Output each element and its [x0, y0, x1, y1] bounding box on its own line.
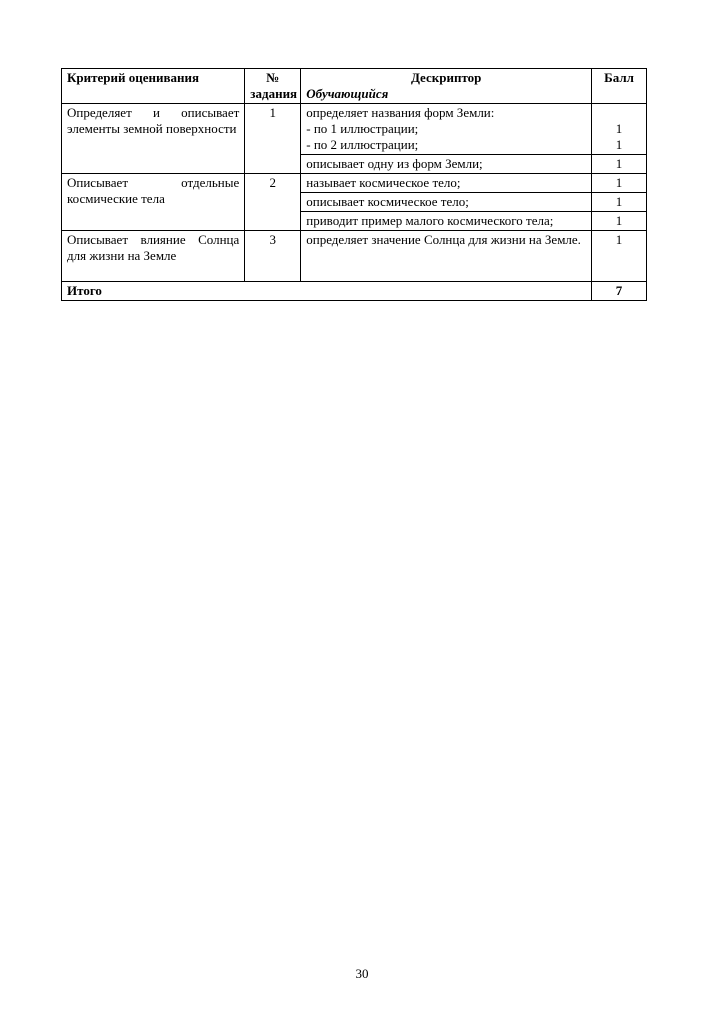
score-cell: 1 — [592, 155, 647, 174]
criterion-cell: Описывает влияние Солнца для жизни на Земле — [62, 231, 245, 282]
task-number-cell: 1 — [245, 104, 301, 174]
score-line — [597, 105, 641, 121]
table-row — [62, 174, 647, 193]
total-label: Итого — [62, 282, 592, 301]
score-cell: 1 — [592, 193, 647, 212]
total-row — [62, 282, 647, 301]
header-task-number-line2: задания — [250, 86, 298, 101]
descriptor-cell: описывает одну из форм Земли; — [301, 155, 592, 174]
descriptor-line: - по 1 иллюстрации; — [306, 121, 419, 136]
header-descriptor-title: Дескриптор — [410, 70, 482, 85]
total-value: 7 — [592, 282, 647, 301]
score-cell — [592, 104, 647, 155]
header-score: Балл — [592, 69, 647, 104]
header-task-number — [245, 69, 301, 104]
descriptor-line: определяет названия форм Земли: — [306, 105, 495, 120]
score-cell: 1 — [592, 174, 647, 193]
table-row — [62, 231, 647, 282]
descriptor-cell — [301, 104, 592, 155]
criterion-cell: Описывает отдельные космические тела — [62, 174, 245, 231]
descriptor-cell: приводит пример малого космического тела; — [301, 212, 592, 231]
page-number: 30 — [355, 966, 369, 981]
criterion-cell: Определяет и описывает элементы земной поверхности — [62, 104, 245, 174]
assessment-rubric-table — [61, 68, 647, 301]
score-line: 1 — [615, 137, 623, 152]
header-criterion: Критерий оценивания — [62, 69, 245, 104]
header-descriptor — [301, 69, 592, 104]
score-line: 1 — [615, 121, 623, 136]
table-row — [62, 104, 647, 155]
descriptor-cell: называет космическое тело; — [301, 174, 592, 193]
table-header-row — [62, 69, 647, 104]
score-cell: 1 — [592, 212, 647, 231]
task-number-cell: 3 — [245, 231, 301, 282]
descriptor-cell: описывает космическое тело; — [301, 193, 592, 212]
descriptor-cell: определяет значение Солнца для жизни на Земле. — [301, 231, 592, 282]
header-descriptor-subtitle: Обучающийся — [306, 86, 389, 101]
score-cell: 1 — [592, 231, 647, 282]
descriptor-line: - по 2 иллюстрации; — [306, 137, 419, 152]
task-number-cell: 2 — [245, 174, 301, 231]
header-task-number-line1: № — [266, 70, 280, 85]
